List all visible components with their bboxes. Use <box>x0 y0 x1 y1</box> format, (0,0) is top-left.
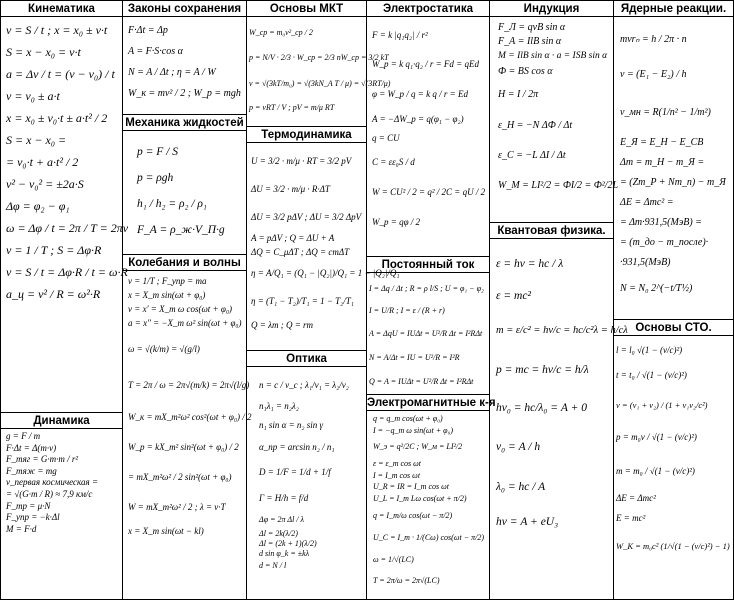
formula-line: = ν₀·t + a·t² / 2 <box>6 155 79 169</box>
formula-line: I = Δq / Δt ; R = ρ l/S ; U = φ₁ − φ₂ <box>369 284 484 293</box>
formula-line: F_A = ρ_ж·V_П·g <box>137 224 225 236</box>
formula-list <box>123 131 246 243</box>
formula-line: mνrₙ = h / 2π · n <box>620 34 687 45</box>
section-electromagnetic-oscillations <box>367 394 496 599</box>
formula-line: q = CU <box>372 133 400 143</box>
formula-line: A = pΔV ; Q = ΔU + A <box>251 233 335 243</box>
formula-line: ω = Δφ / t = 2π / T = 2πν <box>6 221 129 235</box>
formula-line: U_L = I_m Lω cos(ωt + π/2) <box>373 494 467 503</box>
section-fluid-mechanics <box>123 114 246 254</box>
column-6 <box>614 1 733 599</box>
formula-line: N = A/Δt = IU = U²/R = I²R <box>369 353 460 362</box>
formula-line: a = x″ = −X_m ω² sin(ωt + φ₀) <box>128 318 242 328</box>
formula-line: U = 3/2 · m/μ · RT = 3/2 pV <box>251 156 352 166</box>
formula-line: ΔE = Δmc² <box>616 493 656 503</box>
section-dynamics <box>1 412 122 599</box>
section-kinematics <box>1 1 129 412</box>
formula-line: Δφ = φ₂ − φ₁ <box>6 199 70 213</box>
formula-line: l = l₀ √(1 − (ν/c)²) <box>616 345 683 355</box>
column-4 <box>367 1 496 599</box>
formula-line: ν_мн = R(1/n² − 1/m²) <box>620 107 711 118</box>
section-title: Ядерные реакции. <box>614 1 733 17</box>
formula-line: F_упр = −k·Δl <box>6 512 60 523</box>
formula-line: Γ = H/h = f/d <box>259 493 309 503</box>
formula-line: n₁ sin α = n₂ sin γ <box>259 420 324 430</box>
formula-line: W_К = m₀c² (1/√(1 − (ν/c)²) − 1) <box>616 541 730 551</box>
formula-list <box>490 239 628 537</box>
formula-list <box>367 411 489 591</box>
formula-line: ω = 1/√(LC) <box>373 555 414 564</box>
formula-line: a_ц = ν² / R = ω²·R <box>6 287 101 301</box>
section-nuclear-reactions <box>614 1 733 319</box>
formula-line: A = ΔqU = IUΔt = U²/R Δt = I²RΔt <box>369 329 483 338</box>
formula-line: ν² − ν₀² = ±2a·S <box>6 177 84 191</box>
formula-list <box>614 17 733 305</box>
formula-line: Ф = BS cos α <box>498 66 553 77</box>
formula-line: ΔU = 3/2 pΔV ; ΔU = 3/2 ΔpV <box>251 212 362 222</box>
formula-line: S = x − x₀ = ν·t <box>6 45 81 59</box>
formula-line: p = ρgh <box>137 172 174 184</box>
formula-line: m = m₀ / √(1 − (ν/c)²) <box>616 466 695 476</box>
formula-line: S = x − x₀ = <box>6 133 67 147</box>
formula-line: ν = 1/T ; F_упр = ma <box>128 276 207 286</box>
formula-line: W_ср = m₀ν²_ср / 2 <box>249 28 313 37</box>
formula-line: ε_Н = −N ΔФ / Δt <box>498 120 573 131</box>
formula-line: Q = λm ; Q = rm <box>251 320 314 330</box>
column-5 <box>490 1 628 599</box>
formula-line: λ₀ = hc / A <box>496 481 546 493</box>
formula-line: a = Δν / t = (ν − ν₀) / t <box>6 67 115 81</box>
column-1 <box>1 1 129 599</box>
formula-line: ν = 1 / T ; S = Δφ·R <box>6 243 102 257</box>
formula-line: p = m₀ν / √(1 − (ν/c)²) <box>616 432 697 442</box>
section-title: Законы сохранения <box>123 1 246 17</box>
formula-line: q = q_m cos(ωt + φ₀) <box>373 414 443 423</box>
formula-line: p = mc = hν/c = h/λ <box>496 364 589 376</box>
formula-line: F_тр = μ·N <box>6 500 51 511</box>
formula-line: D = 1/F = 1/d + 1/f <box>259 467 331 477</box>
formula-line: F_тяж = mg <box>6 465 57 476</box>
formula-line: Q = A = IUΔt = U²/R Δt = I²RΔt <box>369 377 474 386</box>
formula-line: W_к = mν² / 2 ; W_р = mgh <box>128 88 241 99</box>
section-quantum-physics <box>490 222 628 599</box>
section-title: Кинематика <box>1 1 122 17</box>
formula-line: A = −ΔW_р = q(φ₁ − φ₂) <box>372 114 464 124</box>
formula-line: t = t₀ / √(1 − (ν/c)²) <box>616 370 687 380</box>
formula-line: η = A/Q₁ = (Q₁ − |Q₂|)/Q₁ = 1 − |Q₂|/Q₁ <box>251 268 400 278</box>
section-title: Динамика <box>1 413 122 429</box>
formula-line: hν = A + eU₃ <box>496 516 559 528</box>
formula-line: n = c / ν_c ; λ₁/ν₁ = λ₂/ν₂ <box>259 380 349 390</box>
formula-line: M = IlB sin α · a = ISB sin α <box>498 51 608 61</box>
formula-line: ΔE = Δmc² = <box>620 197 674 208</box>
section-title: Индукция <box>490 1 613 17</box>
formula-line: d = N / l <box>259 561 287 570</box>
formula-line: Δφ = 2π Δl / λ <box>259 515 304 524</box>
formula-line: ν = ν₀ ± a·t <box>6 89 60 103</box>
formula-line: ω = √(k/m) = √(g/l) <box>128 344 200 354</box>
section-title: Термодинамика <box>247 127 366 143</box>
formula-line: F·Δt = Δ(m·ν) <box>6 442 57 453</box>
formula-line: = Δm·931,5(МэВ) = <box>620 217 702 228</box>
section-mkt-basics <box>247 1 391 126</box>
formula-line: A = F·S·cos α <box>128 46 183 57</box>
formula-line: n₁λ₁ = n₂λ₂ <box>259 401 299 411</box>
formula-line: ν = S / t ; x = x₀ ± ν·t <box>6 23 108 37</box>
formula-line: ε_С = −L ΔI / Δt <box>498 150 566 161</box>
formula-line: W_э = q²/2C ; W_м = LI²/2 <box>373 442 463 451</box>
section-conservation-laws <box>123 1 246 114</box>
formula-line: F = k |q₁q₂| / r² <box>372 30 428 40</box>
formula-list <box>367 273 489 394</box>
formula-line: ν_первая космическая = <box>6 477 99 488</box>
formula-line: φ = W_р / q = k q / r = Ed <box>372 89 468 99</box>
section-title: Механика жидкостей <box>123 115 246 131</box>
formula-line: m = ε/c² = hν/c = hc/c²λ = h/cλ <box>496 325 628 336</box>
formula-line: Δm = m_Н − m_Я = <box>620 157 705 168</box>
formula-line: W_к = mX_m²ω² cos²(ωt + φ₀) / 2 <box>128 412 252 422</box>
formula-line: U_C = I_m · 1/(Cω) cos(ωt − π/2) <box>373 533 484 542</box>
formula-line: ν = S / t = Δφ·R / t = ω·R <box>6 265 128 279</box>
formula-line: T = 2π/ω = 2π√(LC) <box>373 576 440 585</box>
section-relativity-basics <box>614 319 733 599</box>
formula-line: = (Zm_P + Nm_n) − m_Я <box>620 177 726 188</box>
formula-line: ν = (ν₁ + ν₂) / (1 + ν₁ν₂/c²) <box>616 400 708 410</box>
formula-line: E_Я = E_Н − E_СВ <box>620 137 704 148</box>
column-2 <box>123 1 252 599</box>
formula-list <box>123 17 246 104</box>
formula-line: W_М = LI²/2 = ФI/2 = Ф²/2L <box>498 180 619 191</box>
formula-line: Δl = (2k + 1)(λ/2) <box>259 539 317 548</box>
section-title: Постоянный ток <box>367 257 489 273</box>
formula-line: d sin φ_k = ±kλ <box>259 549 310 558</box>
formula-line: x = x₀ ± ν₀·t ± a·t² / 2 <box>6 111 108 125</box>
formula-line: F_тяг = G·m·m / r² <box>6 454 79 465</box>
formula-line: = √(G·m / R) ≈ 7,9 км/с <box>6 488 93 499</box>
section-title: Электростатика <box>367 1 489 17</box>
formula-list <box>1 17 129 305</box>
formula-line: q = I_m/ω cos(ωt − π/2) <box>373 511 453 520</box>
formula-line: I = I_m cos ωt <box>373 471 421 480</box>
formula-line: p = N/V · 2/3 · W_ср = 2/3 nW_ср = 3/2 kT <box>249 53 389 62</box>
formula-line: U_R = IR = I_m cos ωt <box>373 482 449 491</box>
formula-line: hν₀ = hc/λ₀ = A + 0 <box>496 402 587 414</box>
section-oscillations-and-waves <box>123 254 252 599</box>
formula-line: W = CU² / 2 = q² / 2C = qU / 2 <box>372 187 486 197</box>
formula-line: = (m_до − m_после)· <box>620 237 709 248</box>
formula-line: ε = ε_m cos ωt <box>373 459 422 468</box>
section-electrostatics <box>367 1 489 256</box>
formula-list <box>1 429 122 535</box>
formula-line: h₁ / h₂ = ρ₂ / ρ₁ <box>137 198 207 210</box>
formula-line: C = εε₀S / d <box>372 157 415 167</box>
formula-list <box>247 367 366 573</box>
section-optics <box>247 350 366 599</box>
formula-line: p = νRT / V ; pV = m/μ RT <box>249 103 335 112</box>
section-induction <box>490 1 619 222</box>
formula-line: W_р = k q₁·q₂ / r = Fd = qEd <box>372 59 479 69</box>
formula-line: H = I / 2π <box>498 89 539 100</box>
formula-line: g = F / m <box>6 431 41 441</box>
formula-line: ·931,5(МэВ) <box>620 257 671 268</box>
formula-line: N = N₀ 2^(−t/T½) <box>620 283 693 294</box>
formula-line: x = X_m sin(ωt + φ₀) <box>128 290 206 300</box>
section-title: Колебания и волны <box>123 255 246 271</box>
formula-line: ε = hν = hc / λ <box>496 258 564 270</box>
formula-list <box>490 17 619 201</box>
formula-line: M = F·d <box>6 523 37 534</box>
formula-line: α_пр = arcsin n₂ / n₁ <box>259 442 335 452</box>
formula-line: ν = (E₁ − E₂) / h <box>620 69 687 80</box>
section-title: Оптика <box>247 351 366 367</box>
section-title: Основы МКТ <box>247 1 366 17</box>
formula-line: I = U/R ; I = ε / (R + r) <box>369 306 445 315</box>
formula-line: F_А = IlB sin α <box>498 36 562 47</box>
formula-line: ΔQ = C_μΔT ; ΔQ = cmΔT <box>251 247 350 257</box>
formula-line: F_Л = qνB sin α <box>498 22 566 33</box>
formula-list <box>123 271 252 540</box>
formula-line: x = X_m sin(ωt − kl) <box>128 526 204 536</box>
formula-line: T = 2π / ω = 2π√(m/k) = 2π√(l/g) <box>128 380 250 390</box>
formula-line: η = (T₁ − T₂)/T₁ = 1 − T₂/T₁ <box>251 296 354 306</box>
formula-line: ν₀ = A / h <box>496 441 541 453</box>
formula-list <box>367 17 489 237</box>
formula-line: W = mX_m²ω² / 2 ; λ = ν·T <box>128 502 226 512</box>
formula-line: I = −q_m ω sin(ωt + φ₀) <box>373 426 454 435</box>
formula-line: ε = mc² <box>496 290 531 302</box>
formula-line: ΔU = 3/2 · m/μ · R·ΔT <box>251 184 330 194</box>
formula-line: W_р = kX_m² sin²(ωt + φ₀) / 2 <box>128 442 239 452</box>
formula-line: W_р = qφ / 2 <box>372 217 421 227</box>
formula-line: E = mc² <box>616 513 646 523</box>
formula-line: ν = x′ = X_m ω cos(ωt + φ₀) <box>128 304 232 314</box>
section-title: Квантовая физика. <box>490 223 613 239</box>
formula-list <box>614 336 733 564</box>
formula-line: ν = √(3kT/m₀) = √(3kN_A T / μ) = √(3RT/μ) <box>249 79 391 88</box>
formula-line: Δl = 2k(λ/2) <box>259 529 298 538</box>
formula-line: F·Δt = Δp <box>128 25 168 36</box>
formula-line: = mX_m²ω² / 2 sin²(ωt + φ₀) <box>128 472 232 482</box>
formula-list <box>247 17 391 119</box>
formula-line: p = F / S <box>137 146 178 158</box>
section-direct-current <box>367 256 489 394</box>
section-title: Электромагнитные к-я <box>367 397 496 409</box>
formula-line: N = A / Δt ; η = A / W <box>128 67 216 78</box>
section-title: Основы СТО. <box>614 320 733 336</box>
